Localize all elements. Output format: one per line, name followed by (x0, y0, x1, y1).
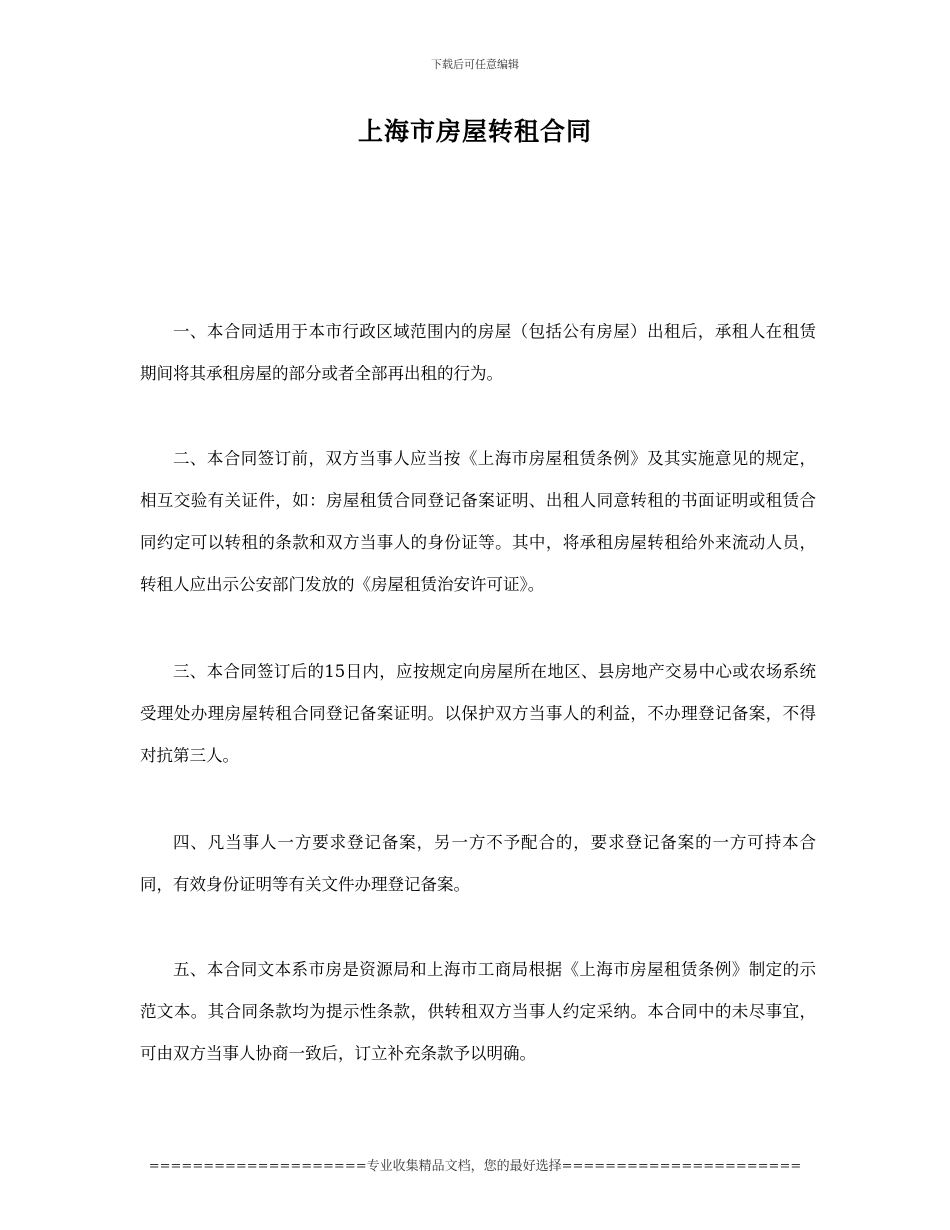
footer-note: ====================专业收集精品文档，您的最好选择====================== (148, 1159, 802, 1174)
clause-1-paragraph: 一、本合同适用于本市行政区域范围内的房屋（包括公有房屋）出租后，承租人在租赁期间将其承租房屋的部分或者全部再出租的行为。 (140, 321, 816, 383)
document-title: 上海市房屋转租合同 (357, 117, 592, 146)
clause-3-paragraph: 三、本合同签订后的15日内，应按规定向房屋所在地区、县房地产交易中心或农场系统受理处办理房屋转租合同登记备案证明。以保护双方当事人的利益，不办理登记备案，不得对抗第三人。 (140, 661, 816, 765)
clause-4-paragraph: 四、凡当事人一方要求登记备案，另一方不予配合的，要求登记备案的一方可持本合同，有效身份证明等有关文件办理登记备案。 (140, 832, 816, 894)
clause-5-paragraph: 五、本合同文本系市房是资源局和上海市工商局根据《上海市房屋租赁条例》制定的示范文本。其合同条款均为提示性条款，供转租双方当事人约定采纳。本合同中的未尽事宜，可由双方当事人协商一致后，订立补充条款予以明确。 (140, 959, 816, 1063)
header-note: 下载后可任意编辑 (431, 58, 519, 71)
clause-2-paragraph: 二、本合同签订前，双方当事人应当按《上海市房屋租赁条例》及其实施意见的规定，相互交验有关证件，如：房屋租赁合同登记备案证明、出租人同意转租的书面证明或租赁合同约定可以转租的条款和双方当事人的身份证等。其中，将承租房屋转租给外来流动人员，转租人应出示公安部门发放的《房屋租赁治安许可证》。 (140, 448, 816, 594)
